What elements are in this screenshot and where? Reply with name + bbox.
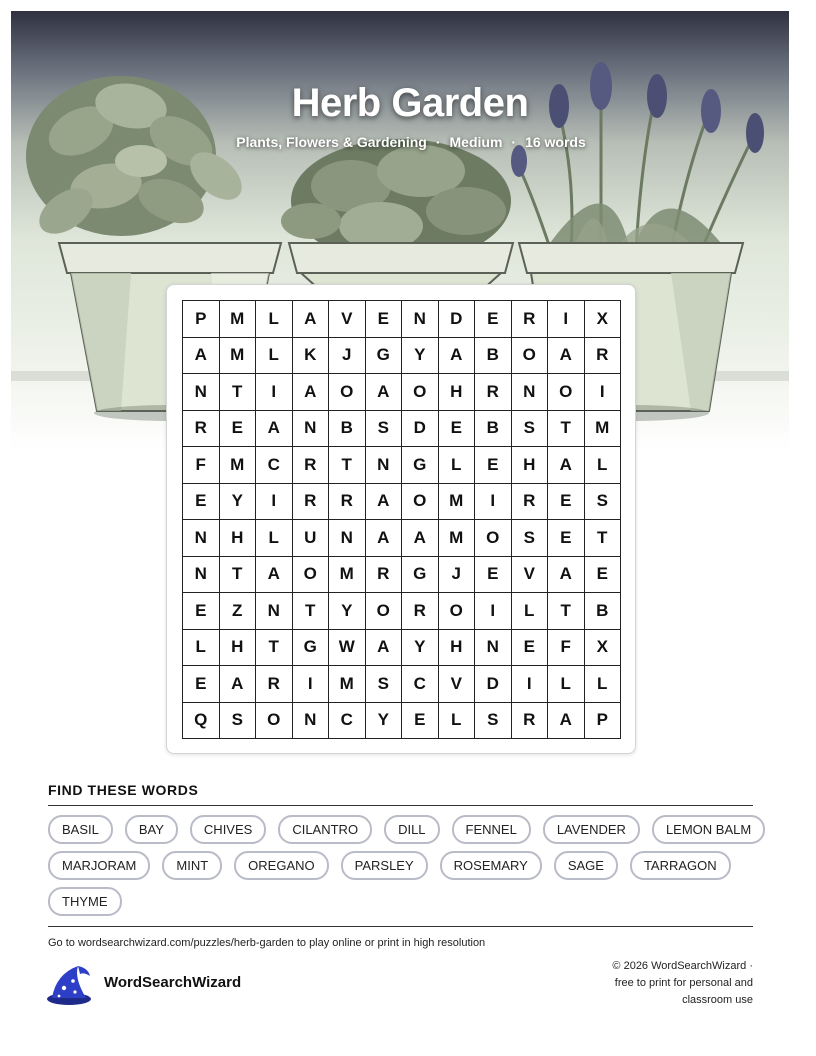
grid-cell[interactable]: R [293,447,330,484]
word-list [48,815,768,916]
meta-separator: · [435,134,441,150]
grid-cell[interactable]: K [293,338,330,375]
grid-cell[interactable]: O [439,593,476,630]
grid-cell[interactable]: A [548,447,585,484]
grid-cell[interactable]: N [293,703,330,740]
puzzle-difficulty: Medium [449,134,503,150]
grid-cell[interactable]: F [183,447,220,484]
grid-cell[interactable]: S [512,520,549,557]
grid-cell[interactable]: Y [402,630,439,667]
grid-cell[interactable]: L [183,630,220,667]
word-chip: DILL [384,815,439,844]
grid-cell[interactable]: M [220,338,257,375]
grid-cell[interactable]: A [366,374,403,411]
grid-cell[interactable]: E [548,520,585,557]
grid-cell[interactable]: L [256,338,293,375]
grid-cell[interactable]: A [366,484,403,521]
copyright-line: free to print for personal and [614,977,753,989]
grid-cell[interactable]: X [585,301,622,338]
grid-cell[interactable]: R [256,666,293,703]
puzzle-word-count: 16 words [525,134,586,150]
divider [48,805,753,806]
grid-cell[interactable]: A [548,703,585,740]
grid-cell[interactable]: A [293,301,330,338]
grid-cell[interactable]: M [329,557,366,594]
grid-cell[interactable]: H [220,630,257,667]
puzzle-meta [11,134,789,150]
puzzle-grid-card [166,284,636,754]
grid-cell[interactable]: E [439,411,476,448]
grid-cell[interactable]: J [439,557,476,594]
grid-cell[interactable]: O [402,374,439,411]
copyright-notice [583,958,753,1009]
grid-cell[interactable]: T [293,593,330,630]
grid-cell[interactable]: Y [329,593,366,630]
grid-cell[interactable]: G [293,630,330,667]
word-chip: PARSLEY [341,851,428,880]
puzzle-title: Herb Garden [291,81,529,125]
grid-cell[interactable]: I [475,593,512,630]
grid-cell[interactable]: S [475,703,512,740]
grid-cell[interactable]: V [512,557,549,594]
grid-cell[interactable]: R [475,374,512,411]
grid-cell[interactable]: A [439,338,476,375]
grid-cell[interactable]: E [475,447,512,484]
grid-cell[interactable]: I [585,374,622,411]
grid-cell[interactable]: Q [183,703,220,740]
grid-cell[interactable]: T [220,557,257,594]
grid-cell[interactable]: N [512,374,549,411]
grid-cell[interactable]: S [220,703,257,740]
grid-cell[interactable]: O [256,703,293,740]
meta-separator: · [511,134,517,150]
grid-cell[interactable]: L [439,703,476,740]
grid-cell[interactable]: N [183,520,220,557]
grid-cell[interactable]: T [548,593,585,630]
word-list-heading: FIND THESE WORDS [48,782,199,798]
grid-cell[interactable]: I [256,484,293,521]
word-chip: LEMON BALM [652,815,765,844]
grid-cell[interactable]: N [183,374,220,411]
grid-cell[interactable]: G [366,338,403,375]
grid-cell[interactable]: S [366,411,403,448]
grid-cell[interactable]: N [402,301,439,338]
grid-cell[interactable]: B [475,338,512,375]
grid-cell[interactable]: N [475,630,512,667]
grid-cell[interactable]: O [293,557,330,594]
word-chip: THYME [48,887,122,916]
grid-cell[interactable]: B [585,593,622,630]
grid-cell[interactable]: H [439,374,476,411]
word-chip: CILANTRO [278,815,372,844]
grid-cell[interactable]: E [548,484,585,521]
grid-cell[interactable]: O [329,374,366,411]
grid-cell[interactable]: E [183,666,220,703]
grid-cell[interactable]: R [585,338,622,375]
letter-grid [182,300,621,739]
grid-cell[interactable]: N [256,593,293,630]
grid-cell[interactable]: A [256,411,293,448]
grid-cell[interactable]: E [512,630,549,667]
word-chip: CHIVES [190,815,266,844]
grid-cell[interactable]: A [366,520,403,557]
grid-cell[interactable]: E [475,301,512,338]
grid-cell[interactable]: O [402,484,439,521]
grid-cell[interactable]: A [402,520,439,557]
grid-cell[interactable]: L [548,666,585,703]
grid-cell[interactable]: I [293,666,330,703]
grid-cell[interactable]: V [329,301,366,338]
grid-cell[interactable]: R [366,557,403,594]
word-chip: ROSEMARY [440,851,542,880]
grid-cell[interactable]: A [293,374,330,411]
grid-cell[interactable]: I [256,374,293,411]
word-chip: LAVENDER [543,815,640,844]
grid-cell[interactable]: R [402,593,439,630]
grid-cell[interactable]: L [256,520,293,557]
grid-cell[interactable]: U [293,520,330,557]
grid-cell[interactable]: C [329,703,366,740]
grid-cell[interactable]: A [183,338,220,375]
copyright-line: classroom use [682,994,753,1006]
puzzle-category: Plants, Flowers & Gardening [236,134,427,150]
grid-cell[interactable]: L [256,301,293,338]
grid-cell[interactable]: L [512,593,549,630]
grid-cell[interactable]: V [439,666,476,703]
grid-cell[interactable]: H [439,630,476,667]
grid-cell[interactable]: F [548,630,585,667]
grid-cell[interactable]: L [585,447,622,484]
grid-cell[interactable]: A [256,557,293,594]
grid-cell[interactable]: O [475,520,512,557]
grid-cell[interactable]: S [366,666,403,703]
grid-cell[interactable]: M [220,301,257,338]
word-chip: MARJORAM [48,851,150,880]
grid-cell[interactable]: E [585,557,622,594]
grid-cell[interactable]: N [329,520,366,557]
grid-cell[interactable]: I [512,666,549,703]
grid-cell[interactable]: Y [220,484,257,521]
grid-cell[interactable]: T [548,411,585,448]
divider [48,926,753,927]
grid-cell[interactable]: O [512,338,549,375]
grid-cell[interactable]: P [183,301,220,338]
grid-cell[interactable]: N [366,447,403,484]
grid-cell[interactable]: R [512,301,549,338]
grid-cell[interactable]: R [329,484,366,521]
grid-cell[interactable]: N [183,557,220,594]
grid-cell[interactable]: B [329,411,366,448]
grid-cell[interactable]: O [366,593,403,630]
grid-cell[interactable]: R [512,484,549,521]
grid-cell[interactable]: H [220,520,257,557]
grid-cell[interactable]: Y [402,338,439,375]
grid-cell[interactable]: X [585,630,622,667]
grid-cell[interactable]: A [220,666,257,703]
grid-cell[interactable]: T [220,374,257,411]
grid-cell[interactable]: E [402,703,439,740]
grid-cell[interactable]: S [512,411,549,448]
grid-cell[interactable]: A [548,338,585,375]
play-online-link[interactable]: Go to wordsearchwizard.com/puzzles/herb-garden to play online or print in high resolution [48,937,486,949]
grid-cell[interactable]: T [256,630,293,667]
grid-cell[interactable]: I [475,484,512,521]
word-chip: MINT [162,851,222,880]
grid-cell[interactable]: E [475,557,512,594]
grid-cell[interactable]: I [548,301,585,338]
grid-cell[interactable]: M [220,447,257,484]
grid-cell[interactable]: H [512,447,549,484]
grid-cell[interactable]: L [585,666,622,703]
copyright-line: © 2026 WordSearchWizard · [612,960,753,972]
grid-cell[interactable]: M [439,484,476,521]
grid-cell[interactable]: M [585,411,622,448]
grid-cell[interactable]: R [512,703,549,740]
grid-cell[interactable]: W [329,630,366,667]
grid-cell[interactable]: M [439,520,476,557]
grid-cell[interactable]: D [402,411,439,448]
grid-cell[interactable]: E [220,411,257,448]
grid-cell[interactable]: A [548,557,585,594]
word-chip: FENNEL [452,815,531,844]
grid-cell[interactable]: B [475,411,512,448]
grid-cell[interactable]: R [293,484,330,521]
grid-cell[interactable]: Z [220,593,257,630]
word-chip: BAY [125,815,178,844]
grid-cell[interactable]: M [329,666,366,703]
grid-cell[interactable]: G [402,447,439,484]
grid-cell[interactable]: J [329,338,366,375]
grid-cell[interactable]: R [183,411,220,448]
word-chip: SAGE [554,851,618,880]
grid-cell[interactable]: S [585,484,622,521]
word-chip: TARRAGON [630,851,731,880]
word-chip: OREGANO [234,851,328,880]
grid-cell[interactable]: D [475,666,512,703]
grid-cell[interactable]: E [183,484,220,521]
grid-cell[interactable]: D [439,301,476,338]
grid-cell[interactable]: C [256,447,293,484]
wizard-hat-icon [44,962,94,1006]
grid-cell[interactable]: E [183,593,220,630]
grid-cell[interactable]: A [366,630,403,667]
grid-cell[interactable]: Y [366,703,403,740]
grid-cell[interactable]: C [402,666,439,703]
grid-cell[interactable]: O [548,374,585,411]
grid-cell[interactable]: T [329,447,366,484]
grid-cell[interactable]: P [585,703,622,740]
grid-cell[interactable]: L [439,447,476,484]
grid-cell[interactable]: G [402,557,439,594]
grid-cell[interactable]: E [366,301,403,338]
brand-name: WordSearchWizard [104,974,242,991]
grid-cell[interactable]: N [293,411,330,448]
word-chip: BASIL [48,815,113,844]
grid-cell[interactable]: T [585,520,622,557]
